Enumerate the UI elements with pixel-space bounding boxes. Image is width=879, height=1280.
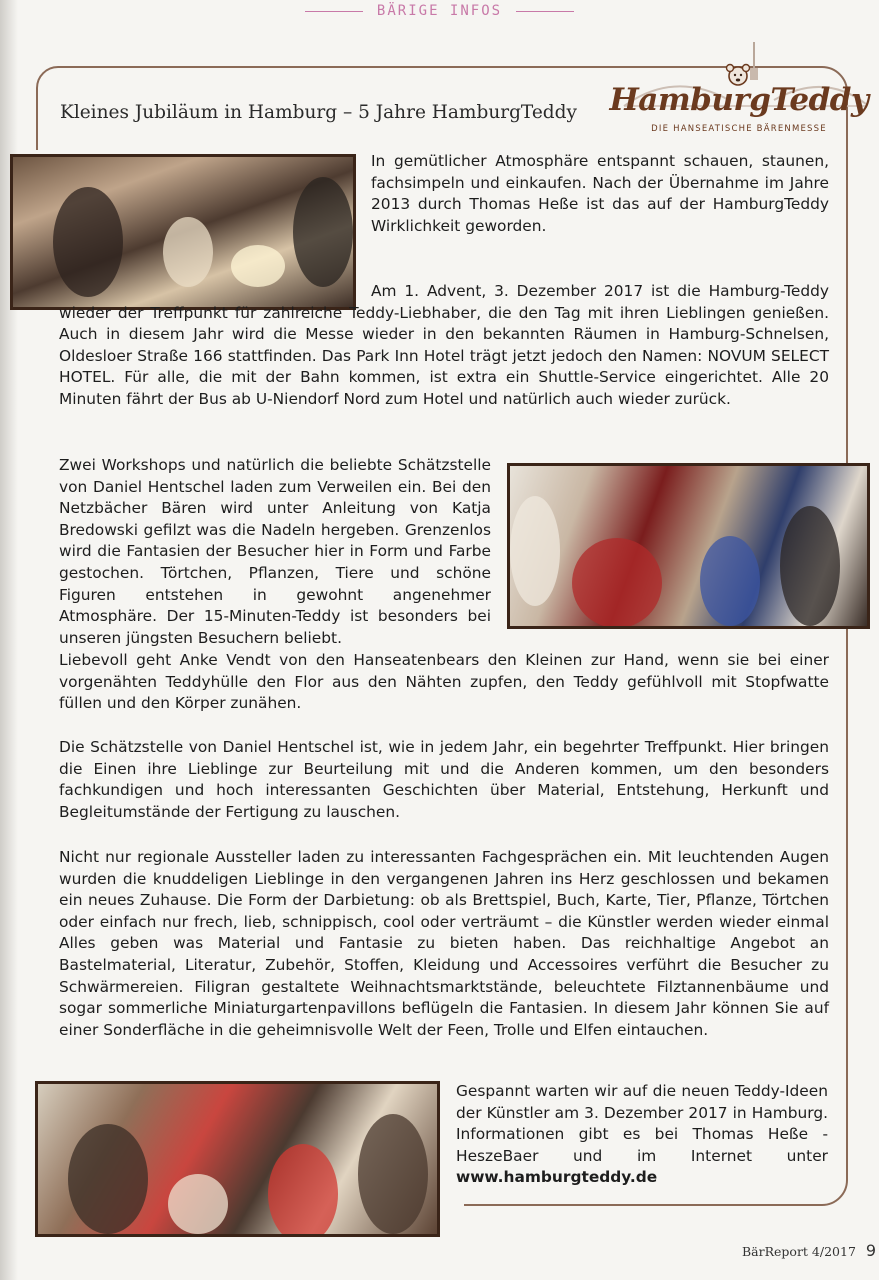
publication-name: BärReport 4/2017 [742, 1244, 856, 1259]
section-header-label: BÄRIGE INFOS [376, 3, 503, 19]
website-link[interactable]: www.hamburgteddy.de [456, 1168, 658, 1187]
paragraph-event-date-text: Am 1. Advent, 3. Dezember 2017 ist die Hamburg-Teddy wieder der Treffpunkt für zahlreiche Teddy-Liebhaber, die den Tag mit ihren Lieblingen genießen. Auch in diesem Jahr wird die Messe wieder in den bekannten Räumen in Hamburg-Schnelsen, Oldesloer Straße 166 stattfinden. Das Park Inn Hotel trägt jetzt jedoch den Namen: NOVUM SELECT HOTEL. Für alle, die mit der Bahn kommen, ist extra ein Shuttle-Service eingerichtet. Alle 20 Minuten fährt der Bus ab U-Niendorf Nord zum Hotel und natürlich auch wieder zurück. [59, 282, 829, 408]
paragraph-closing [456, 1081, 828, 1189]
paragraph-teddy-workshop-text: Liebevoll geht Anke Vendt von den Hanseatenbears den Kleinen zur Hand, wenn sie bei einer vorgenähten Teddyhülle den Flor aus den Nähten zupfen, den Teddy gefühlvoll mit Stopfwatte füllen und den Körper zunähen. [59, 651, 829, 713]
paragraph-teddy-workshop [59, 650, 829, 715]
logo-wordmark: HamburgTeddy [609, 82, 869, 118]
paragraph-exhibitors [59, 847, 829, 1041]
photo-workshop-stand [507, 463, 870, 629]
paragraph-intro-text: In gemütlicher Atmosphäre entspannt schauen, staunen, fachsimpeln und einkaufen. Nach der Übernahme im Jahre 2013 durch Thomas Heße ist das auf der HamburgTeddy Wirklichkeit geworden. [371, 152, 829, 235]
closing-text: Gespannt warten wir auf die neuen Teddy-Ideen der Künstler am 3. Dezember 2017 in Hamburg. Informationen gibt es bei Thomas Heße - HeszeBaer und im Internet unter [456, 1082, 828, 1165]
paragraph-appraisal-text: Die Schätzstelle von Daniel Hentschel ist, wie in jedem Jahr, ein begehrter Treffpunkt. Hier bringen die Einen ihre Lieblinge zur Beurteilung mit und die Anderen kommen, um den besonders fachkundigen und hoch interessanten Geschichten über Material, Entstehung, Herkunft und Begleitumstände der Fertigung zu lauschen. [59, 738, 829, 821]
page-footer [742, 1241, 876, 1260]
section-header [0, 0, 879, 22]
paragraph-workshops-text: Zwei Workshops und natürlich die beliebte Schätzstelle von Daniel Hentschel laden zum Verweilen ein. Bei den Netzbächer Bären wird unter Anleitung von Katja Bredowski gefilzt was die Nadeln hergeben. Grenzenlos wird die Fantasien der Besucher hier in Form und Farbe gestochen. Törtchen, Pflanzen, Tiere und schöne Figuren entstehen in gewohnt angenehmer Atmosphäre. Der 15-Minuten-Teddy ist besonders bei unseren jüngsten Besuchern beliebt. [59, 456, 491, 647]
header-rule-left [305, 11, 363, 12]
paragraph-closing-text [456, 1081, 828, 1189]
paragraph-intro [371, 151, 829, 237]
header-rule-right [516, 11, 574, 12]
article-headline: Kleines Jubiläum in Hamburg – 5 Jahre HamburgTeddy [60, 102, 577, 123]
paragraph-exhibitors-text: Nicht nur regionale Aussteller laden zu interessanten Fachgesprächen ein. Mit leuchtenden Augen wurden die knuddeligen Lieblinge in den vergangenen Jahren ins Herz geschlossen und bekamen ein neues Zuhause. Die Form der Darbietung: ob als Brettspiel, Buch, Karte, Tier, Pflanze, Törtchen oder einfach nur frech, lieb, schnippisch, cool oder verträumt – die Künstler werden wieder einmal Alles geben was Material und Fantasie zu bieten haben. Das reichhaltige Angebot an Bastelmaterial, Literatur, Zubehör, Stoffen, Kleidung und Accessoires verführt die Besucher zu Schwärmereien. Filigran gestaltete Weihnachtsmarktstände, beleuchtete Filztannenbäume und sogar sommerliche Miniaturgartenpavillons beflügeln die Fantasien. In diesem Jahr können Sie auf einer Sonderfläche in die geheimnisvolle Welt der Feen, Trolle und Elfen eintauchen. [59, 848, 829, 1039]
paragraph-appraisal [59, 737, 829, 823]
paragraph-event-date [59, 281, 829, 411]
logo-tagline: DIE HANSEATISCHE BÄRENMESSE [651, 124, 827, 134]
page-number: 9 [865, 1241, 877, 1260]
photo-crowd [35, 1081, 440, 1237]
hamburgteddy-logo [604, 40, 874, 140]
paragraph-workshops [59, 455, 491, 649]
